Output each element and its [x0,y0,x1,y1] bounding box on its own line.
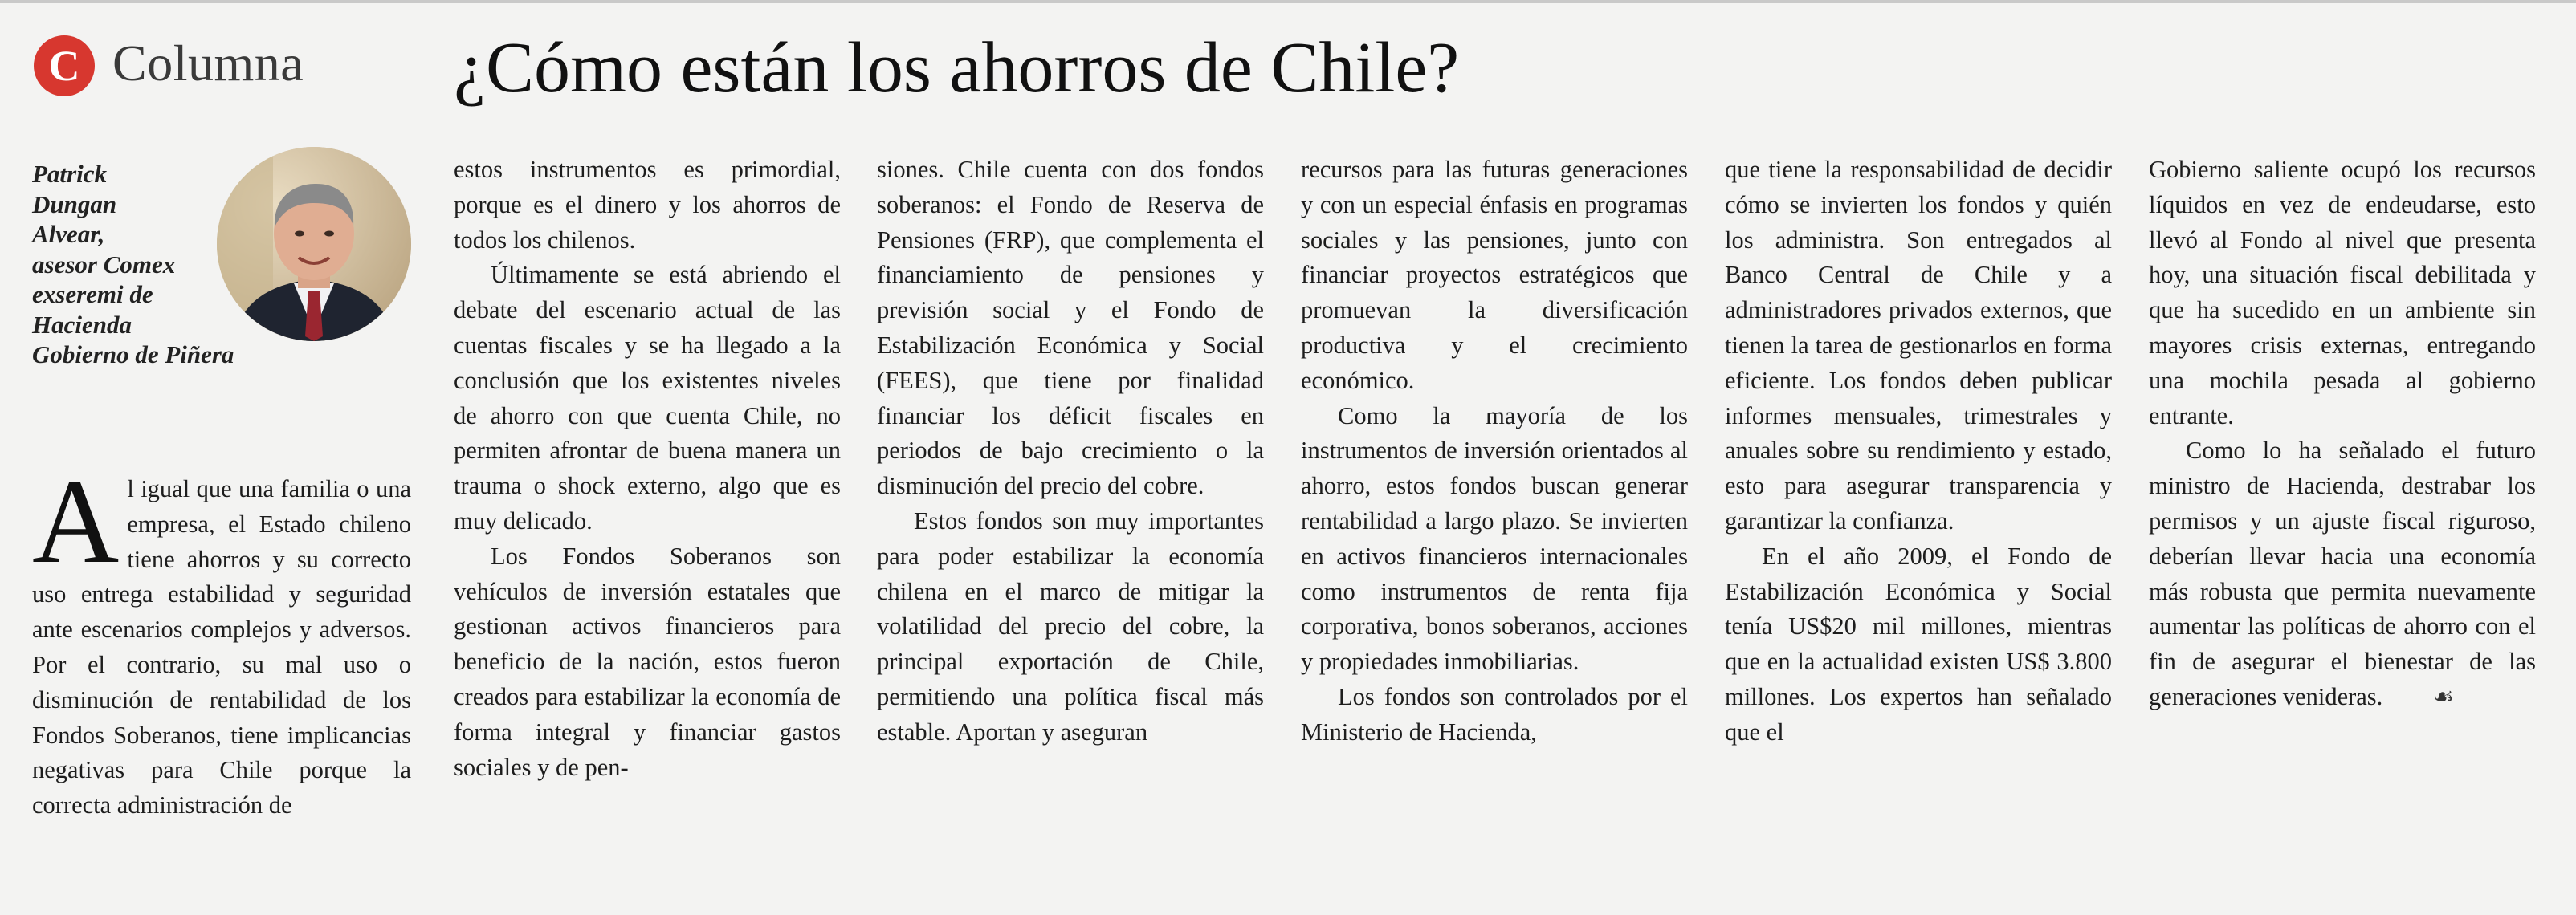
article-paragraph [32,455,411,824]
drop-cap: A [32,455,120,588]
end-mark-icon: ☙ [2432,683,2455,710]
author-byline [32,159,234,370]
article-column-3 [877,152,1264,750]
author-line: Alvear, [32,220,105,248]
article-column-6 [2149,152,2536,715]
author-photo [217,147,411,341]
article-paragraph [2149,433,2536,714]
article-column-4 [1301,152,1688,750]
article-paragraph: Los Fondos Soberanos son vehículos de inversión estatales que gestionan activos financieros para beneficio de la nación, estos fueron creados para estabilizar la economía de forma integral y financiar gastos sociales y de pen- [454,542,841,781]
article-paragraph: Como la mayoría de los instrumentos de inversión orientados al ahorro, estos fondos buscan generar rentabilidad a largo plazo. Se invierten en activos financieros internacionales como instrumentos de renta fija corporativa, bonos soberanos, acciones y propiedades inmobiliarias. [1301,401,1688,676]
paragraph-text: Como lo ha señalado el futuro ministro de Hacienda, destrabar los permisos y un ajuste fiscal riguroso, deberían llevar hacia una economía más robusta que permita nuevamente aumentar las políticas de ahorro con el fin de asegurar el bienestar de las generaciones venideras. [2149,437,2536,710]
paragraph-text: l igual que una familia o una empresa, el Estado chileno tiene ahorros y su correcto uso entrega estabilidad y seguridad ante escenarios complejos y adversos. Por el contrario, su mal uso o disminución de rentabilidad de los Fondos Soberanos, tiene implicancias negativas para Chile porque la correcta administración de [32,475,411,819]
article-paragraph: que tiene la responsabilidad de decidir cómo se invierten los fondos y quién los administra. Son entregados al Banco Central de Chile y a administradores privados externos, que tienen la tarea de gestionarlos en forma eficiente. Los fondos deben publicar informes mensuales, trimestrales y anuales sobre su rendimiento y estado, esto para asegurar transparencia y garantizar la confianza. [1725,156,2112,535]
section-label: Columna [112,35,304,92]
article-paragraph: Últimamente se está abriendo el debate del escenario actual de las cuentas fiscales y se ha llegado a la conclusión que los existentes niveles de ahorro con que cuenta Chile, no permiten afrontar de buena manera un trauma o shock externo, algo que es muy delicado. [454,261,841,535]
article-column-2 [454,152,841,785]
headline: ¿Cómo están los ahorros de Chile? [454,28,1460,108]
article-paragraph: siones. Chile cuenta con dos fondos soberanos: el Fondo de Reserva de Pensiones (FRP), que complementa el financiamiento de pensiones y previsión social y el Fondo de Estabilización Económica y Social (FEES), que tiene por finalidad financiar los déficit fiscales en periodos de bajo crecimiento o la disminución del precio del cobre. [877,156,1264,500]
article-paragraph: Gobierno saliente ocupó los recursos líquidos en vez de endeudarse, esto llevó al Fondo al nivel que presenta hoy, una situación fiscal debilitada y que ha sucedido en un ambiente sin mayores crisis externas, entregando una mochila pesada al gobierno entrante. [2149,156,2536,429]
author-portrait-icon [217,147,411,341]
article-column-5 [1725,152,2112,750]
author-line: asesor Comex [32,250,176,279]
article-column-1 [32,455,411,824]
section-badge-icon: C [34,35,95,96]
author-line: exseremi de [32,280,153,308]
article-paragraph: recursos para las futuras generaciones y con un especial énfasis en programas sociales y las pensiones, junto con financiar proyectos estratégicos que promuevan la diversificación productiva y el crecimiento económico. [1301,156,1688,394]
article-paragraph: estos instrumentos es primordial, porque es el dinero y los ahorros de todos los chilenos. [454,156,841,254]
author-line: Gobierno de Piñera [32,340,234,368]
top-rule [0,0,2576,3]
author-line: Hacienda [32,310,132,339]
author-line: Patrick [32,160,107,188]
article-paragraph: Los fondos son controlados por el Ministerio de Hacienda, [1301,682,1688,746]
article-paragraph: En el año 2009, el Fondo de Estabilización Económica y Social tenía US$20 mil millones, mientras que en la actualidad existen US$ 3.800 millones. Los expertos han señalado que el [1725,542,2112,746]
author-line: Dungan [32,189,117,218]
article-paragraph: Estos fondos son muy importantes para poder estabilizar la economía chilena en el marco de mitigar la volatilidad del precio del cobre, la principal exportación de Chile, permitiendo una política fiscal más estable. Aportan y aseguran [877,506,1264,746]
